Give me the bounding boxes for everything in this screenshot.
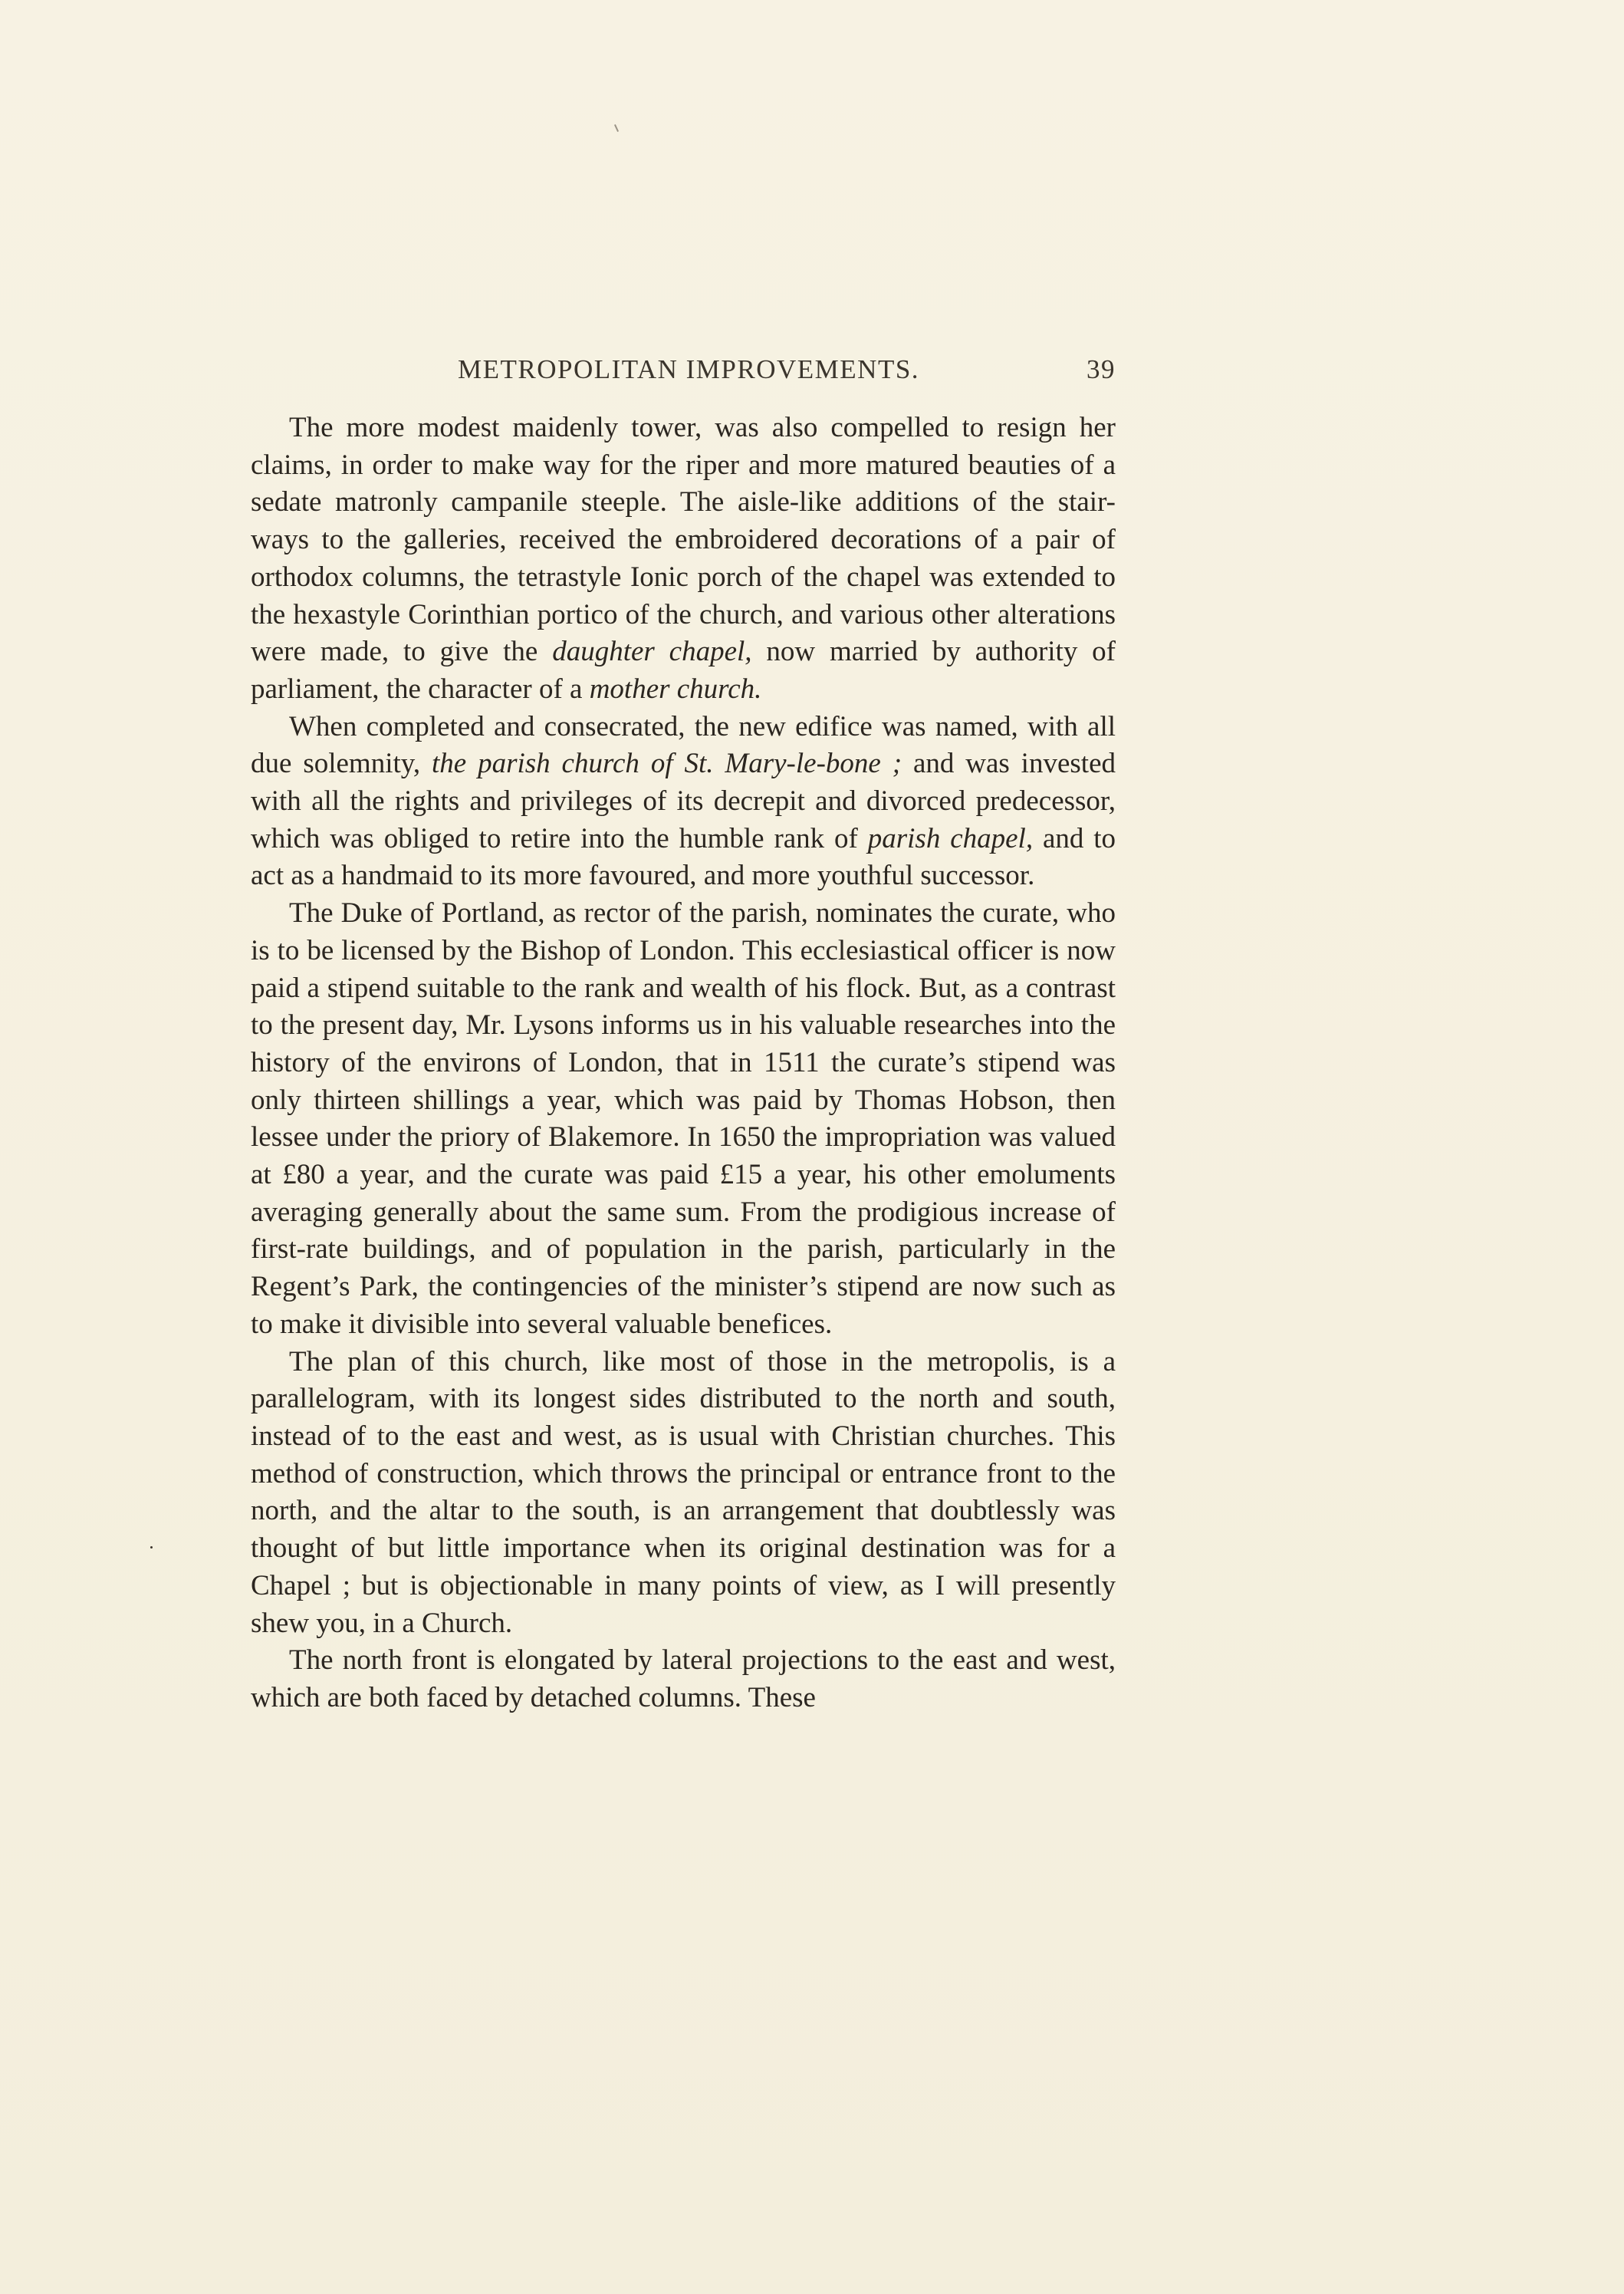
paragraph-1-italic-b: mother church. bbox=[589, 673, 762, 705]
paragraph-2-italic-a: the parish church of St. Mary-le-bone ; bbox=[432, 748, 902, 780]
paragraph-3: The Duke of Portland, as rector of the parish, nominates the curate, who is to be licensed by the Bishop of London. This ecclesiastical officer is now paid a stipend suitable to the rank and wealth of his flock. But, as a contrast to the present day, Mr. Lysons informs us in his valuable researches into the history of the environs of London, that in 1511 the curate’s stipend was only thirteen shillings a year, which was paid by Thomas Hobson, then lessee under the priory of Blakemore. In 1650 the impropriation was valued at £80 a year, and the curate was paid £15 a year, his other emoluments averaging generally about the same sum. From the prodigious increase of first-rate buildings, and of population in the parish, particularly in the Regent’s Park, the contingencies of the minister’s stipend are now such as to make it divisible into several valuable benefices. bbox=[251, 897, 1116, 1340]
ink-speck bbox=[150, 1546, 153, 1549]
paragraph-1-text-a: The more modest maidenly tower, was also compelled to resign her claims, in order to make way for the riper and more matured beauties of a sedate matronly campanile steeple. The aisle-like additions of the stair-ways to the galleries, received the embroidered decorations of a pair of orthodox columns, the tetrastyle Ionic porch of the chapel was extended to the hexastyle Corinthian portico of the church, and various other alterations were made, to give the bbox=[251, 412, 1116, 668]
paragraph-2-text-c: and to act as a handmaid to its more favoured, and more youthful successor. bbox=[251, 822, 1116, 892]
ink-mark bbox=[614, 124, 619, 132]
paragraph-5: The north front is elongated by lateral projections to the east and west, which are both faced by detached columns. These bbox=[251, 1644, 1116, 1713]
paragraph-2 bbox=[251, 709, 1116, 896]
paragraph-1-text-b: now married by authority of parliament, the character of a bbox=[251, 636, 1116, 705]
paragraph-4: The plan of this church, like most of those in the metropolis, is a parallelogram, with its longest sides distributed to the north and south, instead of to the east and west, as is usual with Christian churches. This method of construction, which throws the principal or entrance front to the north, and the altar to the south, is an arrangement that doubtlessly was thought of but little importance when its original destination was for a Chapel ; but is objectionable in many points of view, as I will presently shew you, in a Church. bbox=[251, 1345, 1116, 1639]
paragraph-1-italic-a: daughter chapel, bbox=[552, 636, 752, 668]
running-head: METROPOLITAN IMPROVEMENTS. bbox=[458, 354, 920, 384]
paragraph-1 bbox=[251, 410, 1116, 709]
body-text bbox=[251, 410, 1116, 1717]
page-header bbox=[251, 354, 1116, 393]
paragraph-2-italic-b: parish chapel, bbox=[867, 822, 1034, 854]
page-number: 39 bbox=[1087, 354, 1116, 384]
paragraph-2-text-b: and was invested with all the rights and privileges of its decrepit and divorced predecessor, which was obliged to retire into the humble rank of bbox=[251, 748, 1116, 854]
paragraph-2-text-a: When completed and consecrated, the new edifice was named, with all due solemnity, bbox=[251, 710, 1116, 780]
